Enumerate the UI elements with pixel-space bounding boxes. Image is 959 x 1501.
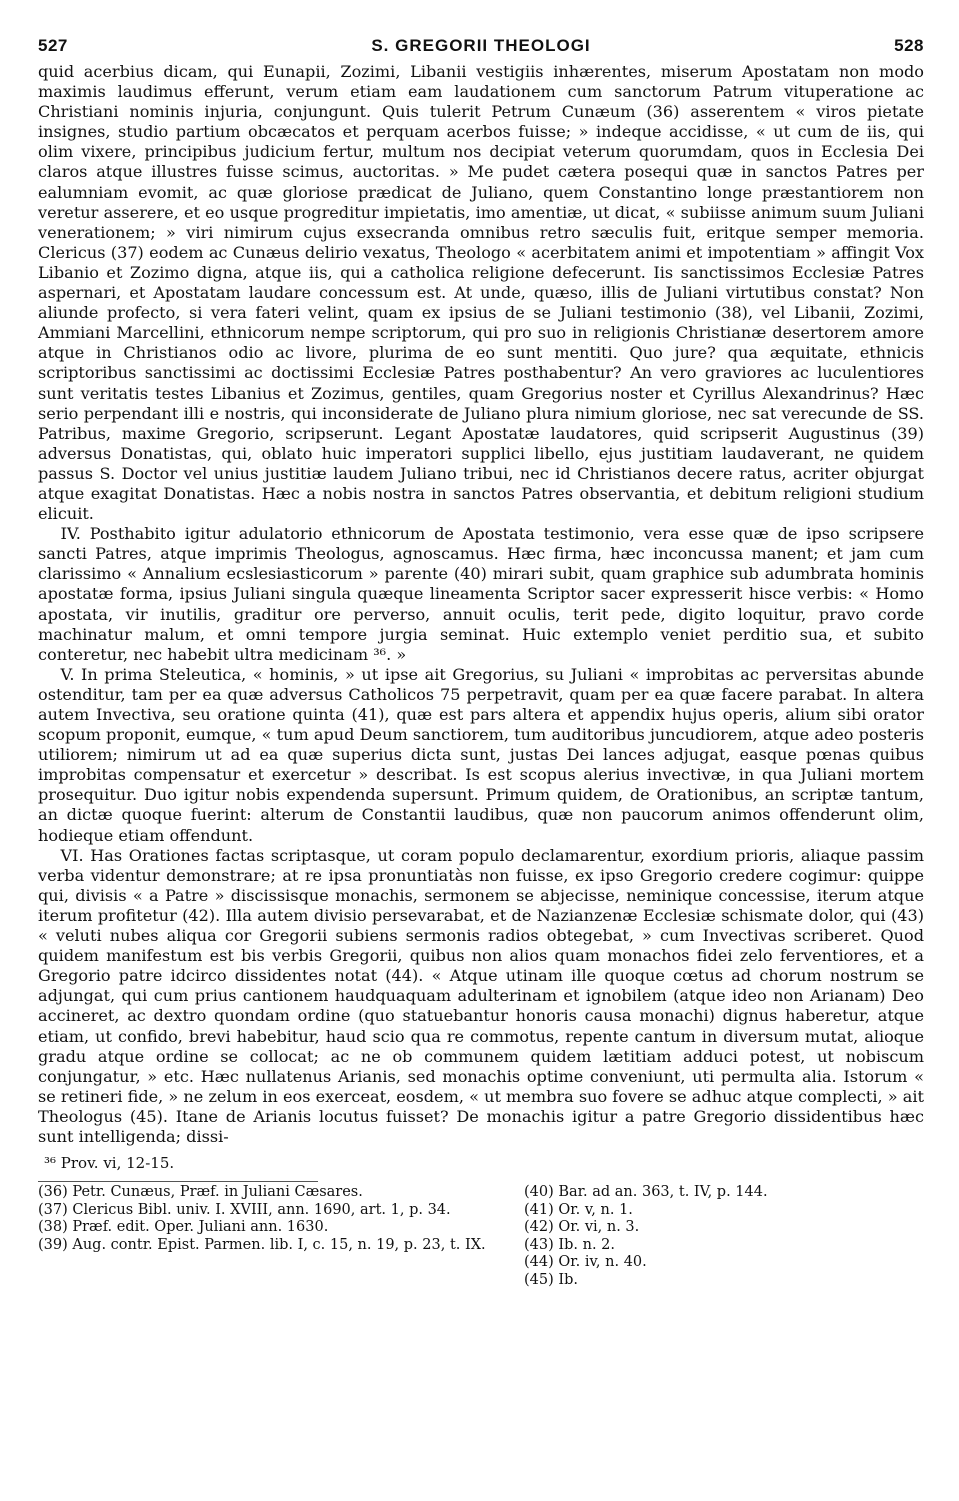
footnote-39: (39) Aug. contr. Epist. Parmen. lib. I, c. 15, n. 19, p. 23, t. IX. bbox=[38, 1236, 486, 1253]
footnotes-left-column bbox=[38, 1184, 498, 1289]
footnote-42: (42) Or. vi, n. 3. bbox=[524, 1219, 640, 1236]
inline-footnote: ³⁶ Prov. vi, 12-15. bbox=[44, 1154, 175, 1173]
footnote-44: (44) Or. iv, n. 40. bbox=[524, 1254, 647, 1271]
running-head bbox=[38, 36, 924, 56]
footnote-41: (41) Or. v, n. 1. bbox=[524, 1201, 633, 1218]
page bbox=[38, 36, 924, 1289]
footnote-37: (37) Clericus Bibl. univ. I. XVIII, ann. 1690, art. 1, p. 34. bbox=[38, 1201, 451, 1218]
footnote-divider bbox=[38, 1181, 318, 1182]
paragraph-continuation: quid acerbius dicam, qui Eunapii, Zozimi, Libanii vestigiis inhærentes, miserum Apostatam non modo maximis laudimus efferunt, verum etiam eam laudationem cum sanctorum Patrum vituperatione ac Christiani nominis injuria, conjungunt. Quis tulerit Petrum Cunæum (36) asserentem « viros pietate insignes, studio partium obcæcatos et perquam acerbos fuisse; » indeque accidisse, « ut cum de iis, qui olim vixere, principibus judicium fertur, multum nos decipiat veterum quorumdam, quos in Ecclesia Dei claros atque illustres fuisse scimus, auctoritas. » Me pudet cætera posequi quæ in sanctos Patres per ealumniam evomit, ac quæ gloriose prædicat de Juliano, quem Constantino longe præstantiorem non veretur asserere, et eo usque progreditur impietatis, imo amentiæ, ut dicat, « subiisse animum suum Juliani venerationem; » viri nimirum cujus exsecranda omnibus retro sæculis fuit, eritque semper memoria. Clericus (37) eodem ac Cunæus delirio vexatus, Theologo « acerbitatem animi et impotentiam » affingit Vox Libanio et Zozimo digna, atque iis, qui a catholica religione defecerunt. Iis sanctissimos Ecclesiæ Patres aspernari, et Apostatam laudare concessum est. At unde, quæso, illis de Juliani virtutibus constat? Non aliunde profecto, si vera fateri velint, quam ex ipsius de se Juliani testimonio (38), vel Libanii, Zozimi, Ammiani Marcellini, ethnicorum nempe scriptorum, qui pro suo in religionis Christianæ desertorem amore atque in Christianos odio ac livore, plurima de eo sunt mentiti. Quo jure? qua æquitate, ethnicis scriptoribus sanctissimi ac doctissimi Ecclesiæ Patres posthabentur? An vero graviores ac luculentiores sunt veritatis testes Libanius et Zozimus, gentiles, quam Gregorius noster et Cyrillus Alexandrinus? Hæc serio perpendant illi e nostris, qui inconsiderate de Juliano plura nimium gloriose, nec sat verecunde de SS. Patribus, maxime Gregorio, scripserunt. Legant Apostatæ laudatores, quid scripserit Augustinus (39) adversus Donatistas, qui, oblato huic imperatori supplici libello, ejus justitiam laudaverant, ne quidem passus S. Doctor vel unius justitiæ laudem Juliano tribui, nec id Christianos decere ratus, acriter objurgat atque exagitat Donatistas. Hæc a nobis nostra in sanctos Patres observantia, et debitum religioni studium elicuit. bbox=[38, 62, 924, 524]
footnotes bbox=[38, 1184, 924, 1289]
paragraph-v: V. In prima Steleutica, « hominis, » ut ipse ait Gregorius, su Juliani « improbitas ac perversitas abunde ostenditur, tam per ea quæ adversus Catholicos 75 perpetravit, quam per ea quæ facere parabat. In altera autem Invectiva, seu oratione quinta (41), quæ est pars altera et appendix hujus operis, alium sibi orator scopum proponit, eumque, « tum apud Deum sanctiorem, tum auditoribus juncudiorem, atque adeo posteris utiliorem; nimirum ut ad ea quæ superius dicta sunt, justas Dei lances adjugat, easque pœnas quibus improbitas compensatur et exercetur » describat. Is est scopus alerius invectivæ, in qua Juliani mortem prosequitur. Duo igitur nobis expendenda supersunt. Primum quidem, de Orationibus, an scriptæ tantum, an dictæ quoque fuerint: alterum de Constantii laudibus, quæ non paucorum animos offenderunt olim, hodieque etiam offendunt. bbox=[38, 664, 924, 845]
paragraph-iv: IV. Posthabito igitur adulatorio ethnicorum de Apostata testimonio, vera esse quæ de ipso scripsere sancti Patres, atque imprimis Theologus, agnoscamus. Hæc firma, hæc inconcussa manent; et jam cum clarissimo « Annalium ecslesiasticorum » parente (40) mirari subit, quam graphice sub adumbrata hominis apostatæ forma, ipsius Juliani singula quæque lineamenta Scriptor sacer expresserit hisce verbis: « Homo apostata, vir inutilis, graditur ore perverso, annuit oculis, terit pede, digito loquitur, pravo corde machinatur malum, et omni tempore jurgia seminat. Huic extemplo veniet perditio sua, et subito conteretur, nec habebit ultra medicinam ³⁶. » bbox=[38, 524, 924, 664]
footnotes-right-column bbox=[524, 1184, 924, 1289]
running-title: S. GREGORII THEOLOGI bbox=[371, 36, 591, 55]
body-text bbox=[38, 62, 924, 1147]
footnote-45: (45) Ib. bbox=[524, 1271, 578, 1288]
footnote-36: (36) Petr. Cunæus, Præf. in Juliani Cæsares. bbox=[38, 1184, 363, 1201]
paragraph-vi: VI. Has Orationes factas scriptasque, ut coram populo declamarentur, exordium prioris, aliaque passim verba videntur demonstrare; at re ipsa pronuntiatàs non fuisse, ex ipso Gregorio credere cogimur: quippe qui, divisis « a Patre » discissisque monachis, sermonem se abjecisse, neminique concessise, iterum atque iterum profitetur (42). Illa autem divisio persevarabat, et de Nazianzenæ Ecclesiæ schismate dolor, qui (43) « veluti nubes aliqua cor Gregorii subiens sermonis radios obtegebat, » cum Invectivas scriberet. Quod quidem manifestum est bis verbis Gregorii, quibus non alios quam monachos fidei zelo ferventiores, et a Gregorio patre idcirco dissidentes notat (44). « Atque utinam ille quoque cœtus ad chorum nostrum se adjungat, qui cum prius cantionem haudquaquam adulterinam et ignobilem (atque ideo non Arianam) Deo accineret, ac dextro quondam ordine (quo statuebantur honoris causa monachi) dignus haberetur, atque etiam, ut confido, brevi habebitur, haud scio qua re commotus, repente cantum in diversum mutat, alioque gradu atque ordine se collocat; ac ne ob communem quidem lætitiam adduci potest, ut nobiscum conjungatur, » etc. Hæc nullatenus Arianis, sed monachis optime conveniunt, uti permulta alia. Istorum « se retineri fide, » ne zelum in eos exerceat, eosdem, « ut membra suo fovere se adhuc atque complecti, » ait Theologus (45). Itane de Arianis locutus fuisset? De monachis igitur a patre Gregorio dissidentibus hæc sunt intelligenda; dissi- bbox=[38, 845, 924, 1146]
footnote-40: (40) Bar. ad an. 363, t. IV, p. 144. bbox=[524, 1184, 768, 1201]
footnote-43: (43) Ib. n. 2. bbox=[524, 1236, 615, 1253]
left-page-number: 527 bbox=[38, 36, 68, 55]
footnote-38: (38) Præf. edit. Oper. Juliani ann. 1630. bbox=[38, 1219, 329, 1236]
right-page-number: 528 bbox=[894, 36, 924, 55]
